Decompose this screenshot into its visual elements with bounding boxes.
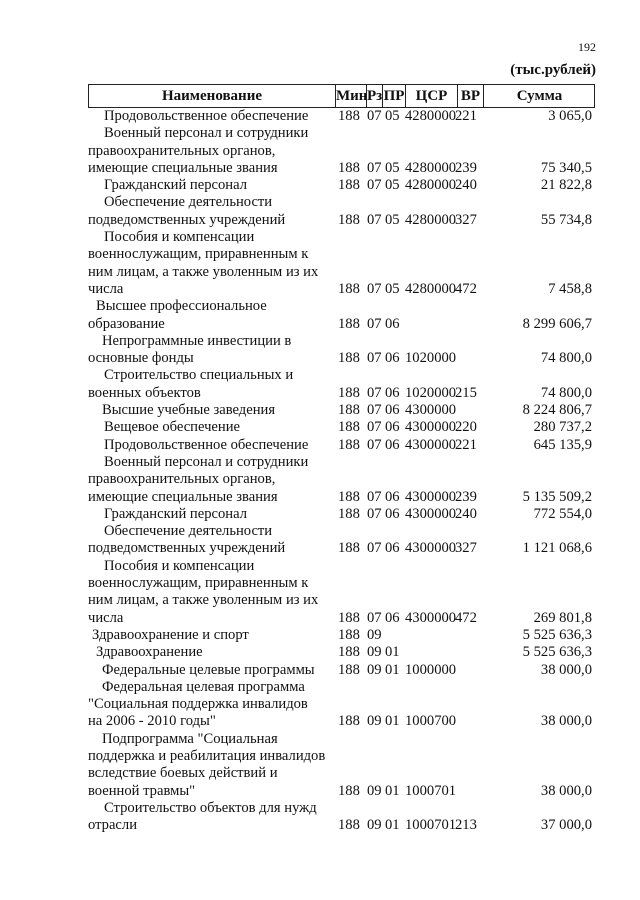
header-vr: ВР	[457, 85, 483, 107]
cell-rz: 07	[367, 280, 382, 297]
cell-sum: 8 299 606,7	[522, 315, 592, 332]
cell-pr: 05	[385, 108, 400, 124]
row-name-line: Гражданский персонал	[104, 177, 247, 194]
cell-vr	[455, 402, 485, 419]
cell-vr: 327	[455, 211, 477, 228]
header-rz: Рз	[366, 85, 382, 107]
row-name-line: Гражданский персонал	[104, 505, 247, 522]
row-codes	[338, 108, 592, 125]
cell-sum: 55 734,8	[540, 211, 592, 228]
cell-csr: 4300000	[405, 505, 457, 522]
cell-pr: 06	[385, 350, 400, 367]
cell-rz: 07	[367, 159, 382, 176]
cell-vr: 472	[455, 280, 477, 297]
cell-vr: 327	[455, 540, 477, 557]
cell-min: 188	[338, 384, 360, 401]
row-name-line: образование	[88, 315, 165, 332]
cell-vr	[455, 350, 485, 367]
cell-csr: 1000701	[405, 782, 457, 799]
cell-pr: 01	[385, 782, 400, 799]
cell-rz: 07	[367, 609, 382, 626]
cell-vr: 213	[455, 817, 477, 834]
cell-sum: 645 135,9	[533, 436, 592, 453]
row-codes	[338, 627, 592, 644]
cell-vr: 221	[455, 436, 477, 453]
cell-csr: 1020000	[405, 350, 457, 367]
cell-vr	[455, 644, 485, 661]
cell-vr: 240	[455, 505, 477, 522]
row-name-line: основные фонды	[88, 350, 194, 367]
row-name	[88, 333, 338, 368]
cell-min: 188	[338, 713, 360, 730]
row-codes	[338, 540, 592, 557]
cell-min: 188	[338, 782, 360, 799]
row-codes	[338, 817, 592, 834]
table-row	[88, 800, 592, 835]
row-name-line: поддержка и реабилитация инвалидов	[88, 747, 326, 764]
cell-pr: 06	[385, 315, 400, 332]
row-name	[88, 419, 338, 436]
row-name	[88, 731, 338, 800]
row-name-line: имеющие специальные звания	[88, 488, 278, 505]
table-row	[88, 523, 592, 558]
row-name	[88, 437, 338, 454]
table-row	[88, 125, 592, 177]
table-row	[88, 419, 592, 436]
cell-pr: 06	[385, 540, 400, 557]
cell-min: 188	[338, 315, 360, 332]
cell-csr: 1000701	[405, 817, 457, 834]
row-name-line: Строительство специальных и	[104, 367, 294, 384]
cell-csr: 4300000	[405, 488, 457, 505]
row-name-line: ним лицам, а также уволенным из их	[88, 263, 319, 280]
cell-rz: 07	[367, 177, 382, 194]
cell-min: 188	[338, 436, 360, 453]
cell-min: 188	[338, 609, 360, 626]
row-name-line: "Социальная поддержка инвалидов	[88, 696, 308, 713]
row-name	[88, 367, 338, 402]
header-pr: ПР	[382, 85, 405, 107]
cell-csr: 4280000	[405, 280, 457, 297]
cell-vr	[455, 627, 485, 644]
cell-min: 188	[338, 159, 360, 176]
cell-rz: 07	[367, 436, 382, 453]
cell-csr: 1000700	[405, 713, 457, 730]
row-name-line: ним лицам, а также уволенным из их	[88, 592, 319, 609]
cell-vr: 220	[455, 419, 477, 436]
row-name-line: правоохранительных органов,	[88, 471, 276, 488]
row-name	[88, 402, 338, 419]
cell-csr: 4300000	[405, 609, 457, 626]
cell-sum: 269 801,8	[533, 609, 592, 626]
cell-min: 188	[338, 626, 360, 643]
cell-sum: 38 000,0	[540, 661, 592, 678]
row-name-line: имеющие специальные звания	[88, 159, 278, 176]
cell-sum: 75 340,5	[540, 159, 592, 176]
cell-pr: 01	[385, 644, 400, 661]
row-codes	[338, 385, 592, 402]
cell-rz: 09	[367, 661, 382, 678]
row-name	[88, 800, 338, 835]
table-body	[88, 108, 592, 834]
cell-min: 188	[338, 661, 360, 678]
row-codes	[338, 419, 592, 436]
row-name-line: числа	[88, 609, 124, 626]
cell-vr: 221	[455, 108, 477, 124]
cell-rz: 09	[367, 817, 382, 834]
row-codes	[338, 350, 592, 367]
cell-min: 188	[338, 644, 360, 661]
cell-csr: 4300000	[405, 436, 457, 453]
cell-rz: 09	[367, 782, 382, 799]
table-row	[88, 108, 592, 125]
cell-pr: 05	[385, 211, 400, 228]
cell-pr	[385, 627, 405, 644]
cell-csr: 4300000	[405, 540, 457, 557]
cell-min: 188	[338, 505, 360, 522]
row-name	[88, 558, 338, 627]
row-name-line: Высшее профессиональное	[96, 298, 267, 315]
row-name-line: вследствие боевых действий и	[88, 765, 278, 782]
row-name	[88, 177, 338, 194]
row-name	[88, 298, 338, 333]
cell-min: 188	[338, 402, 360, 419]
row-name	[88, 454, 338, 506]
row-name-line: Обеспечение деятельности	[104, 523, 273, 540]
cell-min: 188	[338, 540, 360, 557]
row-name-line: Строительство объектов для нужд	[104, 799, 317, 816]
cell-csr: 1020000	[405, 384, 457, 401]
row-name-line: Обеспечение деятельности	[104, 194, 273, 211]
cell-vr	[455, 316, 485, 333]
row-name-line: подведомственных учреждений	[88, 211, 286, 228]
cell-csr: 4280000	[405, 108, 457, 124]
cell-pr: 06	[385, 609, 400, 626]
row-codes	[338, 506, 592, 523]
row-name-line: Здравоохранение и спорт	[92, 626, 249, 643]
row-codes	[338, 402, 592, 419]
cell-pr: 01	[385, 713, 400, 730]
row-codes	[338, 281, 592, 298]
cell-csr	[405, 644, 455, 661]
cell-vr	[455, 783, 485, 800]
table-row	[88, 558, 592, 627]
row-name	[88, 229, 338, 298]
cell-min: 188	[338, 280, 360, 297]
cell-rz: 07	[367, 350, 382, 367]
cell-min: 188	[338, 177, 360, 194]
cell-sum: 280 737,2	[533, 419, 592, 436]
table-row	[88, 662, 592, 679]
row-codes	[338, 713, 592, 730]
cell-sum: 5 135 509,2	[522, 488, 592, 505]
cell-pr: 05	[385, 159, 400, 176]
cell-min: 188	[338, 211, 360, 228]
row-name-line: Федеральные целевые программы	[102, 661, 315, 678]
cell-sum: 772 554,0	[533, 505, 592, 522]
cell-min: 188	[338, 817, 360, 834]
row-name-line: Вещевое обеспечение	[104, 419, 241, 436]
row-name-line: Военный персонал и сотрудники	[104, 125, 309, 142]
table-row	[88, 333, 592, 368]
cell-vr: 239	[455, 488, 477, 505]
row-codes	[338, 212, 592, 229]
row-codes	[338, 489, 592, 506]
row-name-line: военнослужащим, приравненным к	[88, 246, 309, 263]
cell-pr: 05	[385, 280, 400, 297]
cell-sum: 3 065,0	[548, 108, 592, 124]
row-codes	[338, 662, 592, 679]
cell-pr: 06	[385, 488, 400, 505]
row-name-line: Высшие учебные заведения	[102, 402, 276, 419]
cell-pr: 06	[385, 505, 400, 522]
row-name-line: числа	[88, 280, 124, 297]
cell-sum: 7 458,8	[548, 280, 592, 297]
table-header	[88, 84, 595, 108]
cell-min: 188	[338, 350, 360, 367]
row-codes	[338, 316, 592, 333]
row-name-line: правоохранительных органов,	[88, 142, 276, 159]
row-name-line: на 2006 - 2010 годы"	[88, 713, 216, 730]
cell-pr: 01	[385, 817, 400, 834]
cell-rz: 07	[367, 108, 382, 124]
cell-sum: 5 525 636,3	[522, 626, 592, 643]
cell-vr	[455, 713, 485, 730]
cell-rz: 09	[367, 626, 382, 643]
cell-sum: 74 800,0	[540, 384, 592, 401]
cell-pr: 06	[385, 419, 400, 436]
row-name-line: отрасли	[88, 817, 138, 834]
cell-sum: 37 000,0	[540, 817, 592, 834]
units-label: (тыс.рублей)	[510, 62, 596, 78]
cell-sum: 38 000,0	[540, 782, 592, 799]
row-name-line: военных объектов	[88, 384, 201, 401]
cell-rz: 07	[367, 540, 382, 557]
cell-sum: 74 800,0	[540, 350, 592, 367]
cell-rz: 07	[367, 315, 382, 332]
table-row	[88, 402, 592, 419]
row-codes	[338, 437, 592, 454]
row-name	[88, 194, 338, 229]
cell-rz: 07	[367, 419, 382, 436]
table-row	[88, 644, 592, 661]
header-sum: Сумма	[483, 85, 595, 107]
table-row	[88, 506, 592, 523]
row-name-line: Продовольственное обеспечение	[104, 436, 309, 453]
table-row	[88, 731, 592, 800]
table-row	[88, 627, 592, 644]
row-name	[88, 506, 338, 523]
cell-rz: 09	[367, 713, 382, 730]
row-name-line: Здравоохранение	[96, 644, 203, 661]
row-name	[88, 523, 338, 558]
row-name-line: Подпрограмма "Социальная	[102, 730, 278, 747]
row-name-line: подведомственных учреждений	[88, 540, 286, 557]
cell-csr: 4300000	[405, 402, 457, 419]
row-name	[88, 108, 338, 125]
cell-pr: 05	[385, 177, 400, 194]
cell-vr: 472	[455, 609, 477, 626]
row-name	[88, 644, 338, 661]
row-name	[88, 125, 338, 177]
cell-csr: 4280000	[405, 159, 457, 176]
cell-pr: 06	[385, 402, 400, 419]
cell-min: 188	[338, 419, 360, 436]
cell-csr: 4280000	[405, 211, 457, 228]
cell-vr	[455, 662, 485, 679]
row-codes	[338, 177, 592, 194]
row-name-line: Продовольственное обеспечение	[104, 108, 309, 124]
cell-min: 188	[338, 488, 360, 505]
cell-csr	[405, 627, 455, 644]
cell-csr: 4280000	[405, 177, 457, 194]
table-row	[88, 437, 592, 454]
cell-vr: 240	[455, 177, 477, 194]
table-row	[88, 194, 592, 229]
cell-vr: 215	[455, 384, 477, 401]
row-name-line: Пособия и компенсации	[104, 557, 255, 574]
table-row	[88, 367, 592, 402]
row-name-line: Пособия и компенсации	[104, 229, 255, 246]
cell-csr	[405, 316, 455, 333]
row-name-line: Военный персонал и сотрудники	[104, 453, 309, 470]
cell-csr: 1000000	[405, 661, 457, 678]
cell-rz: 07	[367, 488, 382, 505]
row-codes	[338, 610, 592, 627]
table-row	[88, 177, 592, 194]
row-codes	[338, 783, 592, 800]
cell-sum: 8 224 806,7	[522, 402, 592, 419]
page-number: 192	[578, 40, 596, 54]
header-name: Наименование	[162, 88, 262, 104]
cell-csr: 4300000	[405, 419, 457, 436]
row-codes	[338, 160, 592, 177]
row-name-line: Непрограммные инвестиции в	[102, 332, 292, 349]
table-row	[88, 454, 592, 506]
cell-sum: 21 822,8	[540, 177, 592, 194]
cell-pr: 06	[385, 384, 400, 401]
cell-rz: 07	[367, 505, 382, 522]
cell-sum: 1 121 068,6	[522, 540, 592, 557]
cell-pr: 06	[385, 436, 400, 453]
cell-rz: 07	[367, 402, 382, 419]
cell-pr: 01	[385, 661, 400, 678]
header-csr: ЦСР	[405, 85, 457, 107]
row-name	[88, 679, 338, 731]
table-row	[88, 298, 592, 333]
cell-rz: 07	[367, 211, 382, 228]
row-name-line: военнослужащим, приравненным к	[88, 575, 309, 592]
row-codes	[338, 644, 592, 661]
table-row	[88, 679, 592, 731]
row-name	[88, 662, 338, 679]
row-name-line: Федеральная целевая программа	[102, 678, 305, 695]
header-min: Мин	[335, 85, 366, 107]
cell-sum: 38 000,0	[540, 713, 592, 730]
row-name-line: военной травмы"	[88, 782, 196, 799]
cell-vr: 239	[455, 159, 477, 176]
cell-min: 188	[338, 108, 360, 124]
cell-sum: 5 525 636,3	[522, 644, 592, 661]
cell-rz: 07	[367, 384, 382, 401]
row-name	[88, 627, 338, 644]
table-row	[88, 229, 592, 298]
cell-rz: 09	[367, 644, 382, 661]
